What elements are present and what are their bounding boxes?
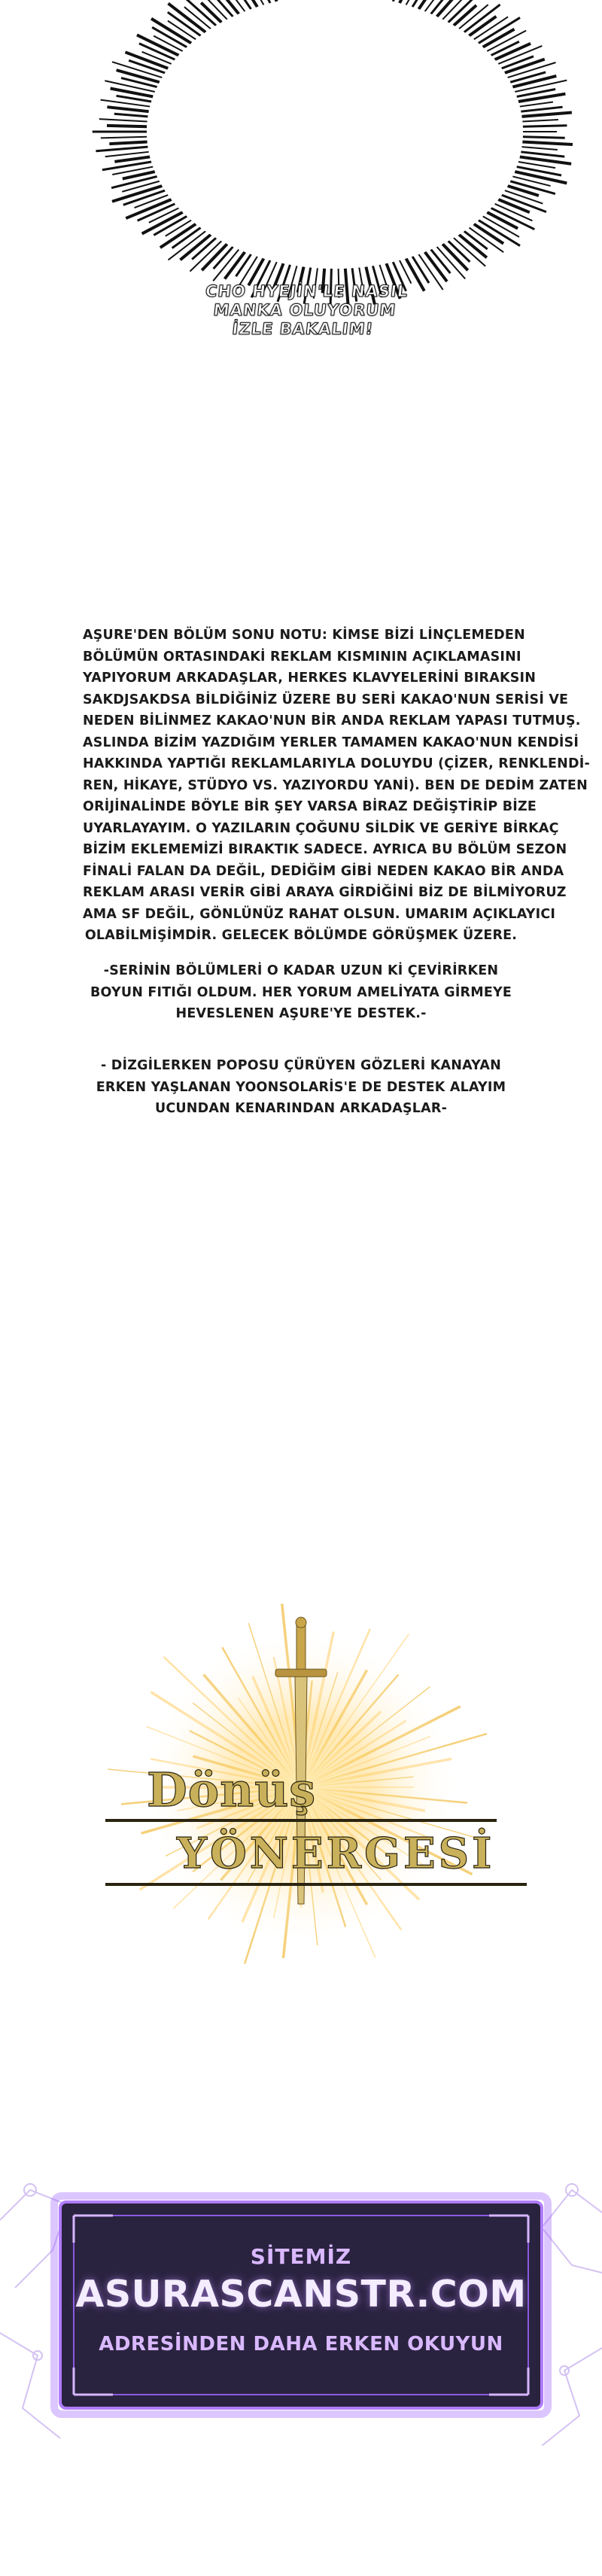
note-line: BİZİM EKLEMEMİZİ BIRAKTIK SADECE. AYRICA BU BÖLÜM SEZON: [83, 842, 567, 857]
speech-burst-text: [159, 282, 451, 339]
logo-title-line-1: Dönüş: [147, 1762, 317, 1817]
note-line: ERKEN YAŞLANAN YOONSOLARİS'E DE DESTEK ALAYIM: [96, 1079, 506, 1095]
burst-line-2: MANKA OLUYORUM: [212, 301, 397, 319]
translator-notes: [0, 625, 602, 1249]
site-url-link[interactable]: ASURASCANSTR.COM: [75, 2273, 527, 2316]
note-line: NEDEN BİLİNMEZ KAKAO'NUN BİR ANDA REKLAM YAPASI TUTMUŞ.: [83, 713, 581, 728]
note-line: HEVESLENEN AŞURE'YE DESTEK.-: [175, 1006, 427, 1021]
site-heading: SİTEMİZ: [250, 2244, 352, 2269]
burst-line-3: İZLE BAKALIM!: [231, 320, 375, 338]
speech-burst-shape: [0, 0, 602, 421]
speech-burst-panel: [0, 0, 602, 421]
note-line: REN, HİKAYE, STÜDYO VS. YAZIYORDU YANİ). BEN DE DEDİM ZATEN: [83, 777, 588, 793]
note-line: BÖLÜMÜN ORTASINDAKİ REKLAM KISMININ AÇIKLAMASINI: [83, 649, 521, 665]
burst-line-1: CHO HYEJİN'LE NASIL: [204, 282, 409, 300]
translator-note-dizgi: [83, 1055, 519, 1120]
note-line: SAKDJSAKDSA BİLDİĞİNİZ ÜZERE BU SERİ KAKAO'NUN SERİSİ VE: [83, 692, 569, 707]
site-subtitle: ADRESİNDEN DAHA ERKEN OKUYUN: [99, 2333, 503, 2356]
note-line: UYARLAYAYIM. O YAZILARIN ÇOĞUNU SİLDİK VE GERİYE BİRKAÇ: [83, 820, 559, 836]
note-line: BOYUN FITIĞI OLDUM. HER YORUM AMELİYATA GİRMEYE: [90, 984, 512, 1000]
note-line: UCUNDAN KENARINDAN ARKADAŞLAR-: [154, 1101, 448, 1116]
note-line: AMA SF DEĞİL, GÖNLÜNÜZ RAHAT OLSUN. UMARIM AÇIKLAYICI: [83, 906, 556, 922]
logo-title-line-2: YÖNERGESİ: [177, 1829, 495, 1878]
note-line: - DİZGİLERKEN POPOSU ÇÜRÜYEN GÖZLERİ KANAYAN: [101, 1058, 501, 1073]
series-logo: [0, 1603, 602, 1994]
note-line: FİNALİ FALAN DA DEĞİL, DEDİĞİM GİBİ NEDEN KAKAO BİR ANDA: [83, 863, 564, 879]
note-line: ASLINDA BİZİM YAZDIĞIM YERLER TAMAMEN KAKAO'NUN KENDİSİ: [83, 734, 579, 750]
note-line: OLABİLMİŞİMDİR. GELECEK BÖLÜMDE GÖRÜŞMEK ÜZERE.: [84, 928, 518, 943]
translator-note-main: [83, 625, 590, 947]
note-line: YAPIYORUM ARKADAŞLAR, HERKES KLAVYELERİNİ BIRAKSIN: [83, 671, 537, 686]
site-promo-card: [0, 2160, 602, 2446]
note-line: ORİJİNALİNDE BÖYLE BİR ŞEY VARSA BİRAZ DEĞİŞTİRİP BİZE: [83, 799, 537, 814]
note-line: AŞURE'DEN BÖLÜM SONU NOTU: KİMSE BİZİ LİNÇLEMEDEN: [83, 628, 525, 643]
translator-note-serin: [83, 960, 519, 1025]
note-line: -SERİNİN BÖLÜMLERİ O KADAR UZUN Kİ ÇEVİRİRKEN: [103, 963, 499, 978]
note-line: REKLAM ARASI VERİR GİBİ ARAYA GİRDİĞİNİ BİZ DE BİLMİYORUZ: [83, 885, 567, 900]
note-line: HAKKINDA YAPTIĞI REKLAMLARIYLA DOLUYDU (ÇİZER, RENKLENDİ-: [83, 756, 590, 771]
